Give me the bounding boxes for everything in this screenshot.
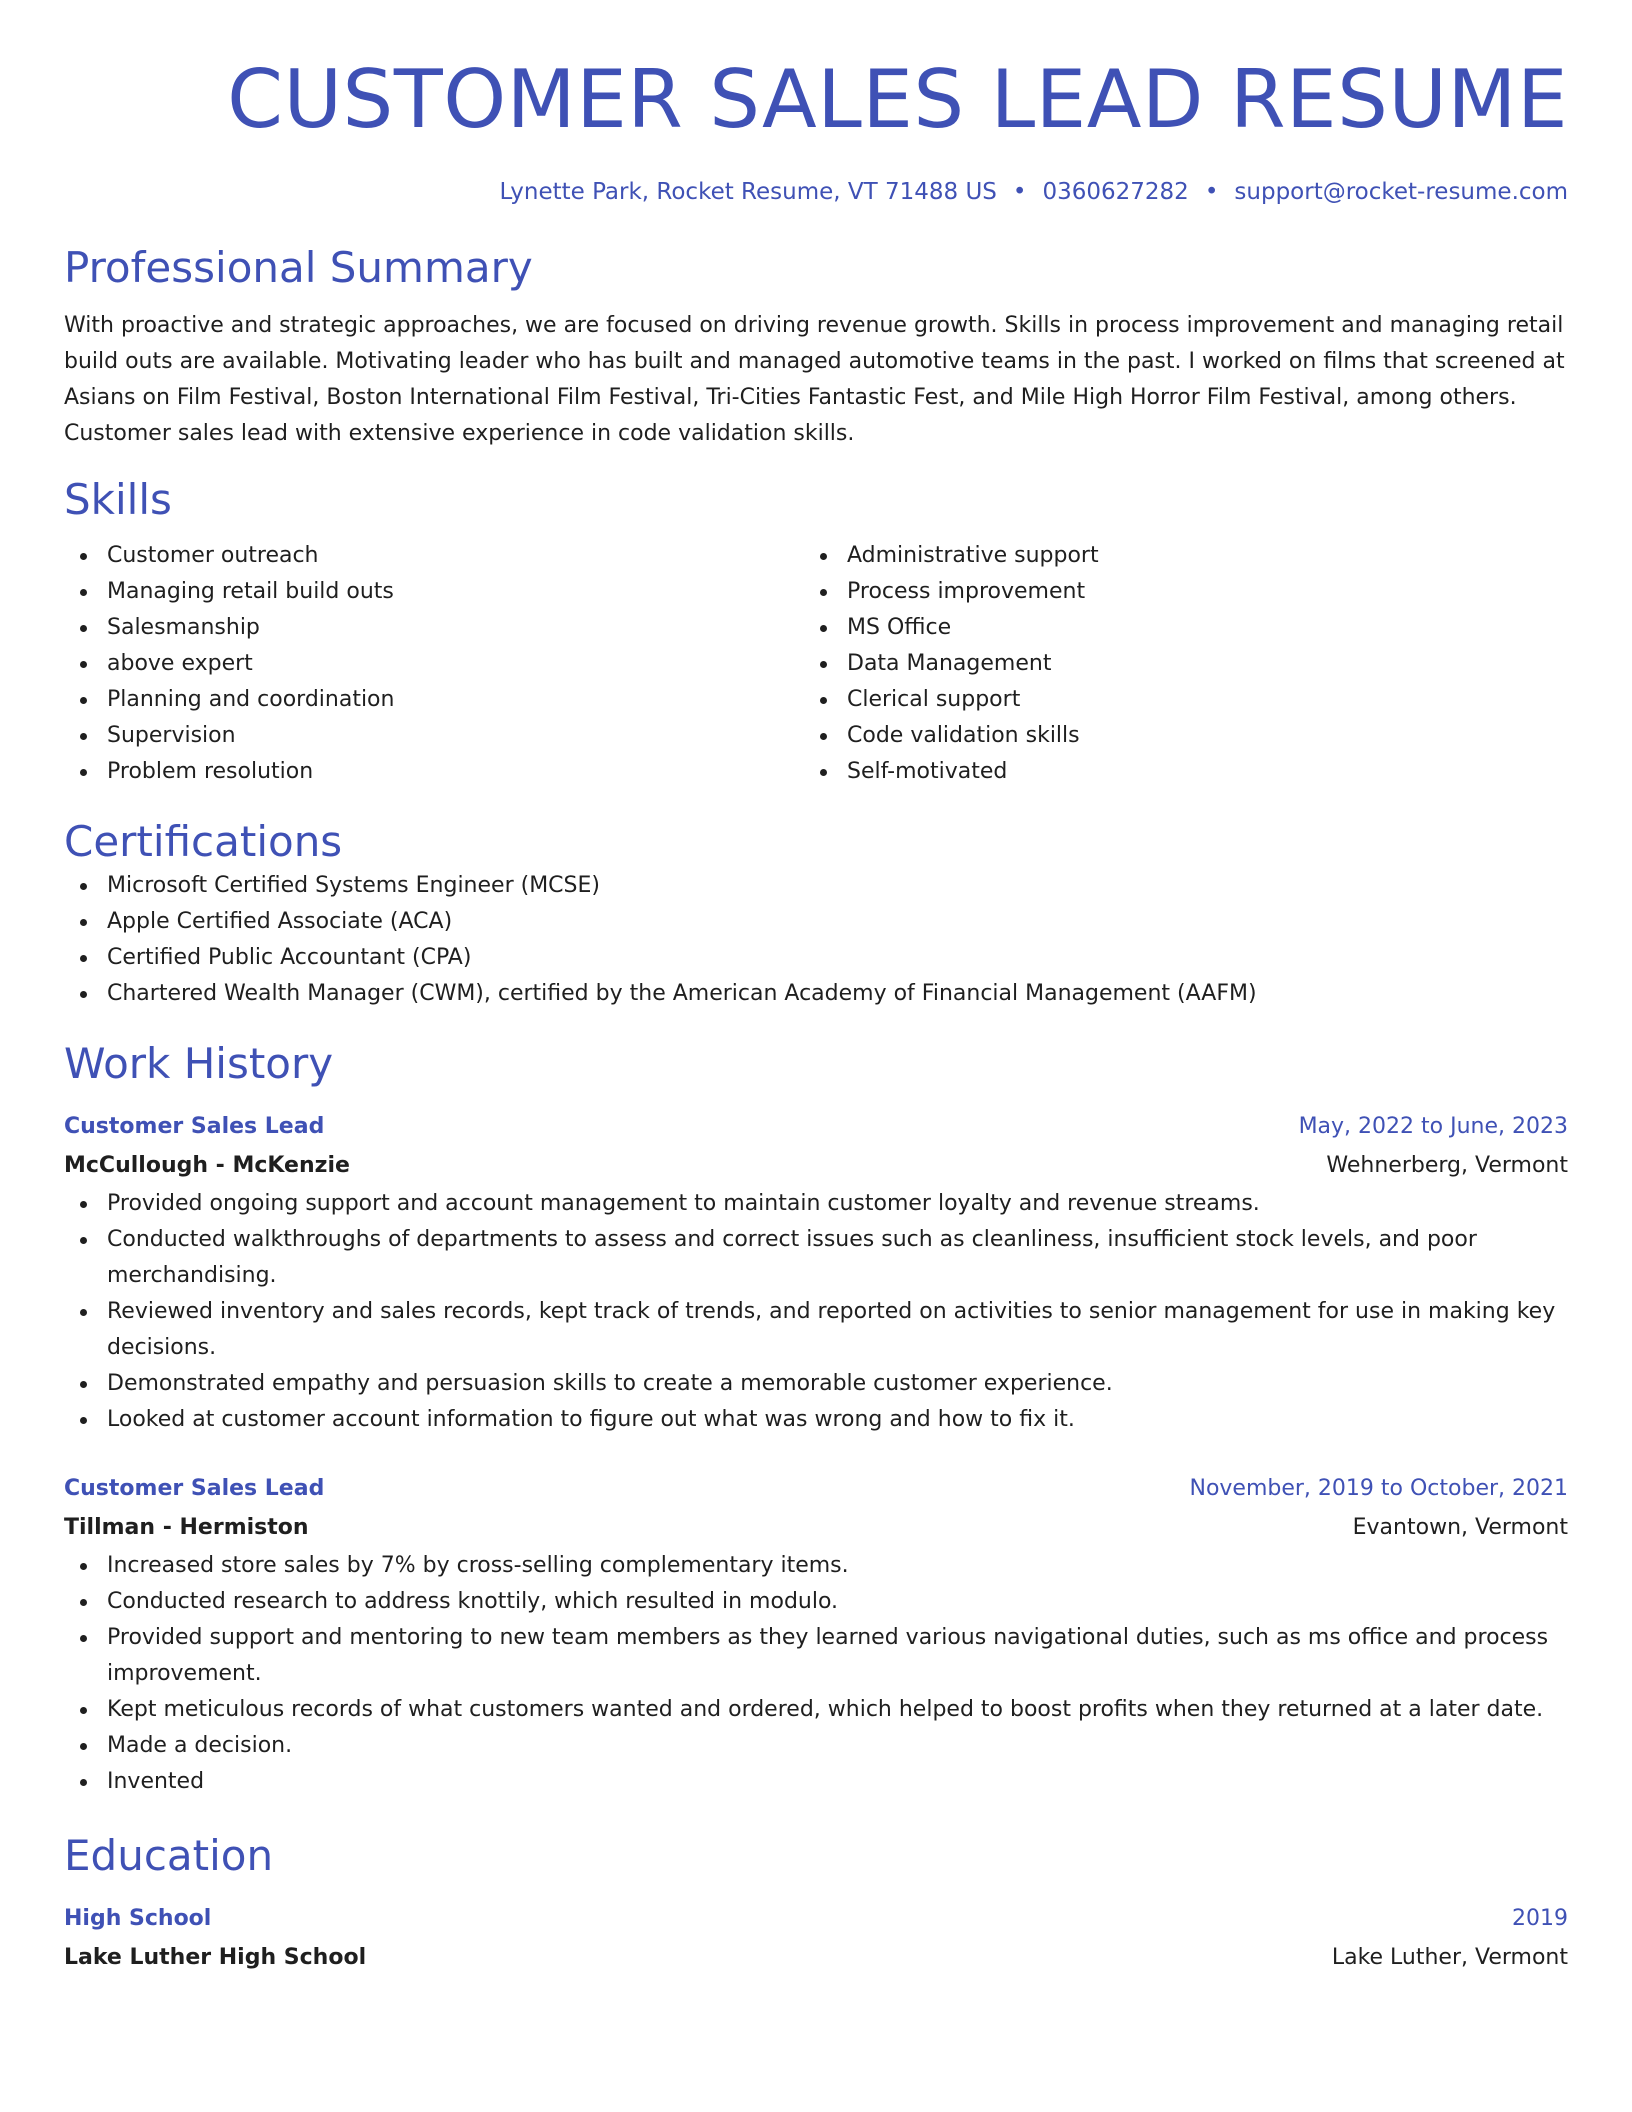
certification-item: Microsoft Certified Systems Engineer (MCSE) bbox=[64, 868, 1568, 904]
job-dates: November, 2019 to October, 2021 bbox=[1189, 1476, 1568, 1501]
skills-section bbox=[64, 474, 1568, 790]
job-bullet: Provided ongoing support and account management to maintain customer loyalty and revenue streams. bbox=[64, 1186, 1568, 1222]
skill-item: Customer outreach bbox=[64, 538, 804, 574]
page-title: CUSTOMER SALES LEAD RESUME bbox=[227, 53, 1568, 146]
education-entry bbox=[64, 1900, 1568, 1978]
summary-heading: Professional Summary bbox=[64, 243, 533, 292]
job-role: Customer Sales Lead bbox=[64, 1114, 325, 1139]
skill-item: Data Management bbox=[804, 646, 1544, 682]
certification-item: Apple Certified Associate (ACA) bbox=[64, 904, 1568, 940]
resume-header bbox=[64, 0, 1568, 208]
job-entry bbox=[64, 1108, 1568, 1438]
certification-item: Chartered Wealth Manager (CWM), certified by the American Academy of Financial Management (AAFM) bbox=[64, 976, 1568, 1012]
skill-item: Managing retail build outs bbox=[64, 574, 804, 610]
contact-phone: 0360627282 bbox=[1042, 179, 1189, 205]
skills-heading: Skills bbox=[64, 475, 172, 524]
education-header-row bbox=[64, 1900, 1568, 1938]
skill-item: Problem resolution bbox=[64, 754, 804, 790]
job-company: Tillman - Hermiston bbox=[64, 1515, 309, 1540]
education-school: Lake Luther High School bbox=[64, 1945, 367, 1970]
skills-list-right bbox=[804, 538, 1544, 790]
job-bullet: Provided support and mentoring to new team members as they learned various navigational duties, such as ms office and process improvement. bbox=[64, 1620, 1568, 1692]
job-bullet: Made a decision. bbox=[64, 1728, 1568, 1764]
skill-item: Supervision bbox=[64, 718, 804, 754]
skills-column-left bbox=[64, 538, 804, 790]
education-section bbox=[64, 1830, 1568, 1978]
job-bullet: Increased store sales by 7% by cross-selling complementary items. bbox=[64, 1548, 1568, 1584]
certifications-section bbox=[64, 816, 1568, 1012]
summary-text: With proactive and strategic approaches, we are focused on driving revenue growth. Skills in process improvement and managing retail build outs are available. Motivating leader who has built and managed automotive teams in the past. I worked on films that screened at Asians on Film Festival, Boston International Film Festival, Tri-Cities Fantastic Fest, and Mile High Horror Film Festival, among others. Customer sales lead with extensive experience in code validation skills. bbox=[64, 313, 1565, 446]
skills-list-left bbox=[64, 538, 804, 790]
skill-item: Code validation skills bbox=[804, 718, 1544, 754]
job-bullet: Conducted research to address knottily, which resulted in modulo. bbox=[64, 1584, 1568, 1620]
job-bullet: Kept meticulous records of what customers wanted and ordered, which helped to boost profits when they returned at a later date. bbox=[64, 1692, 1568, 1728]
job-bullet: Looked at customer account information to figure out what was wrong and how to fix it. bbox=[64, 1402, 1568, 1438]
job-header-row bbox=[64, 1470, 1568, 1508]
job-bullet: Conducted walkthroughs of departments to assess and correct issues such as cleanliness, insufficient stock levels, and poor merchandising. bbox=[64, 1222, 1568, 1294]
skill-item: Administrative support bbox=[804, 538, 1544, 574]
job-bullets bbox=[64, 1548, 1568, 1800]
work-history-heading: Work History bbox=[64, 1039, 334, 1088]
education-location: Lake Luther, Vermont bbox=[1331, 1945, 1568, 1970]
work-history-section bbox=[64, 1038, 1568, 1800]
skill-item: Self-motivated bbox=[804, 754, 1544, 790]
job-bullet: Demonstrated empathy and persuasion skills to create a memorable customer experience. bbox=[64, 1366, 1568, 1402]
certification-item: Certified Public Accountant (CPA) bbox=[64, 940, 1568, 976]
job-bullet: Invented bbox=[64, 1764, 1568, 1800]
skill-item: Process improvement bbox=[804, 574, 1544, 610]
certifications-heading: Certifications bbox=[64, 817, 343, 866]
job-company: McCullough - McKenzie bbox=[64, 1153, 350, 1178]
contact-separator: • bbox=[1204, 179, 1219, 205]
contact-address: Lynette Park, Rocket Resume, VT 71488 US bbox=[499, 179, 997, 205]
skills-grid bbox=[64, 538, 1568, 790]
education-degree: High School bbox=[64, 1906, 212, 1931]
summary-section bbox=[64, 242, 1568, 452]
skill-item: MS Office bbox=[804, 610, 1544, 646]
job-location: Wehnerberg, Vermont bbox=[1326, 1153, 1568, 1178]
contact-separator: • bbox=[1012, 179, 1027, 205]
job-company-row bbox=[64, 1146, 1568, 1186]
education-year: 2019 bbox=[1512, 1906, 1568, 1931]
skill-item: above expert bbox=[64, 646, 804, 682]
skills-column-right bbox=[804, 538, 1544, 790]
job-company-row bbox=[64, 1508, 1568, 1548]
job-header-row bbox=[64, 1108, 1568, 1146]
job-bullet: Reviewed inventory and sales records, kept track of trends, and reported on activities to senior management for use in making key decisions. bbox=[64, 1294, 1568, 1366]
job-bullets bbox=[64, 1186, 1568, 1438]
skill-item: Clerical support bbox=[804, 682, 1544, 718]
contact-email: support@rocket-resume.com bbox=[1234, 179, 1568, 205]
skill-item: Planning and coordination bbox=[64, 682, 804, 718]
job-location: Evantown, Vermont bbox=[1352, 1515, 1568, 1540]
job-role: Customer Sales Lead bbox=[64, 1476, 325, 1501]
skill-item: Salesmanship bbox=[64, 610, 804, 646]
contact-line bbox=[64, 176, 1568, 208]
job-entry bbox=[64, 1470, 1568, 1800]
job-dates: May, 2022 to June, 2023 bbox=[1298, 1114, 1568, 1139]
education-heading: Education bbox=[64, 1831, 274, 1880]
certifications-list bbox=[64, 868, 1568, 1012]
education-school-row bbox=[64, 1938, 1568, 1978]
